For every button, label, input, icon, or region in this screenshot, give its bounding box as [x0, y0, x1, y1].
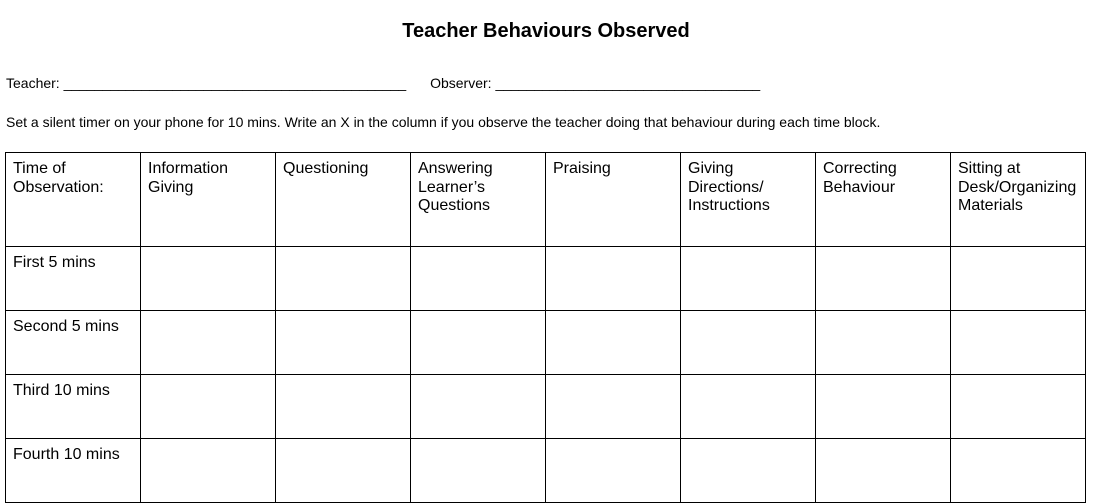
table-cell[interactable] [816, 439, 951, 503]
table-row [6, 439, 1086, 503]
header-cell-questioning: Questioning [276, 153, 411, 247]
table-cell[interactable] [816, 311, 951, 375]
table-cell[interactable] [951, 439, 1086, 503]
row-label: Second 5 mins [6, 311, 141, 375]
header-cell-praising: Praising [546, 153, 681, 247]
row-label: First 5 mins [6, 247, 141, 311]
table-cell[interactable] [141, 375, 276, 439]
header-cell-correcting-behaviour: Correcting Behaviour [816, 153, 951, 247]
table-cell[interactable] [546, 247, 681, 311]
table-cell[interactable] [951, 311, 1086, 375]
header-cell-information-giving: Information Giving [141, 153, 276, 247]
table-cell[interactable] [411, 375, 546, 439]
table-cell[interactable] [411, 247, 546, 311]
table-cell[interactable] [681, 439, 816, 503]
header-cell-giving-directions: Giving Directions/ Instructions [681, 153, 816, 247]
table-cell[interactable] [681, 247, 816, 311]
table-cell[interactable] [276, 375, 411, 439]
table-cell[interactable] [546, 439, 681, 503]
row-label: Fourth 10 mins [6, 439, 141, 503]
instructions-text: Set a silent timer on your phone for 10 mins. Write an X in the column if you observe the teacher doing that behaviour during each time block. [6, 114, 881, 130]
table-cell[interactable] [141, 247, 276, 311]
observation-table [5, 152, 1086, 503]
table-row [6, 375, 1086, 439]
table-cell[interactable] [816, 247, 951, 311]
table-cell[interactable] [816, 375, 951, 439]
header-cell-time: Time of Observation: [6, 153, 141, 247]
header-cell-sitting-at-desk: Sitting at Desk/Organizing Materials [951, 153, 1086, 247]
teacher-field[interactable]: ____________________________________________ [63, 75, 407, 91]
table-cell[interactable] [681, 375, 816, 439]
table-cell[interactable] [681, 311, 816, 375]
table-cell[interactable] [411, 311, 546, 375]
table-cell[interactable] [411, 439, 546, 503]
table-cell[interactable] [141, 311, 276, 375]
table-cell[interactable] [546, 311, 681, 375]
table-header-row [6, 153, 1086, 247]
table-cell[interactable] [276, 439, 411, 503]
header-cell-answering-questions: Answering Learner’s Questions [411, 153, 546, 247]
table-row [6, 311, 1086, 375]
page-title: Teacher Behaviours Observed [402, 20, 690, 42]
table-cell[interactable] [546, 375, 681, 439]
teacher-label: Teacher: [6, 75, 60, 91]
observer-field[interactable]: __________________________________ [495, 75, 761, 91]
table-cell[interactable] [141, 439, 276, 503]
table-cell[interactable] [951, 375, 1086, 439]
row-label: Third 10 mins [6, 375, 141, 439]
table-cell[interactable] [951, 247, 1086, 311]
observer-label: Observer: [430, 75, 492, 91]
table-cell[interactable] [276, 247, 411, 311]
table-cell[interactable] [276, 311, 411, 375]
header-fields [6, 74, 760, 92]
table-row [6, 247, 1086, 311]
